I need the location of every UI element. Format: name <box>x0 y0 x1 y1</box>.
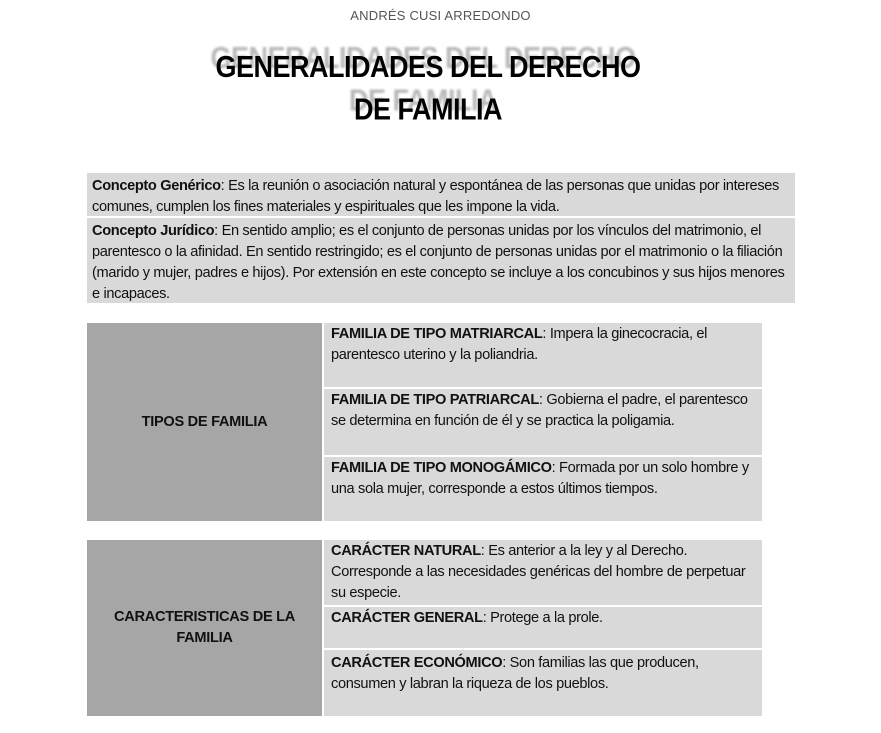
concept-generic <box>87 173 795 216</box>
title-line-2: DE FAMILIA <box>354 92 502 127</box>
row-term: CARÁCTER GENERAL <box>331 610 483 626</box>
row-term: FAMILIA DE TIPO MATRIARCAL <box>331 326 543 342</box>
concept-term: Concepto Genérico <box>92 178 221 194</box>
row-term: CARÁCTER NATURAL <box>331 543 481 559</box>
concept-text: : Es la reunión o asociación natural y espontánea de las personas que unidas por intereses comunes, cumplen los fines materiales y espirituales que les impone la vida. <box>92 178 779 215</box>
tipos-table <box>87 323 762 521</box>
row-text: : Protege a la prole. <box>482 610 603 626</box>
row-text: : Impera la ginecocracia, el parentesco uterino y la poliandria. <box>331 326 708 363</box>
table-row <box>324 457 762 521</box>
tipos-heading: TIPOS DE FAMILIA <box>87 323 322 521</box>
table-row <box>324 389 762 455</box>
concept-term: Concepto Jurídico <box>92 223 215 239</box>
row-text: : Formada por un solo hombre y una sola mujer, corresponde a estos últimos tiempos. <box>331 460 749 497</box>
caracteristicas-heading: CARACTERISTICAS DE LA FAMILIA <box>87 540 322 716</box>
row-term: CARÁCTER ECONÓMICO <box>331 655 503 671</box>
table-row <box>324 607 762 648</box>
row-term: FAMILIA DE TIPO MONOGÁMICO <box>331 460 552 476</box>
concept-juridico <box>87 218 795 303</box>
caracteristicas-table <box>87 540 762 716</box>
title-line-1: GENERALIDADES DEL DERECHO <box>215 49 641 84</box>
table-row <box>324 540 762 605</box>
row-term: FAMILIA DE TIPO PATRIARCAL <box>331 392 539 408</box>
row-text: : Gobierna el padre, el parentesco se determina en función de él y se practica la poligamia. <box>331 392 748 429</box>
concept-text: : En sentido amplio; es el conjunto de personas unidas por los vínculos del matrimonio, el parentesco o la afinidad. En sentido restringido; es el conjunto de personas unidas por el matrimonio o la filiación (marido y mujer, padres e hijos). Por extensión en este concepto se incluye a los concubinos y sus hijos menores e incapaces. <box>92 223 785 302</box>
page-title <box>0 45 856 130</box>
row-text: : Son familias las que producen, consumen y labran la riqueza de los pueblos. <box>331 655 699 692</box>
row-text: : Es anterior a la ley y al Derecho. Corresponde a las necesidades genéricas del hombre de perpetuar su especie. <box>331 543 746 601</box>
author-name: ANDRÉS CUSI ARREDONDO <box>350 8 531 23</box>
table-row <box>324 323 762 387</box>
table-row <box>324 650 762 716</box>
